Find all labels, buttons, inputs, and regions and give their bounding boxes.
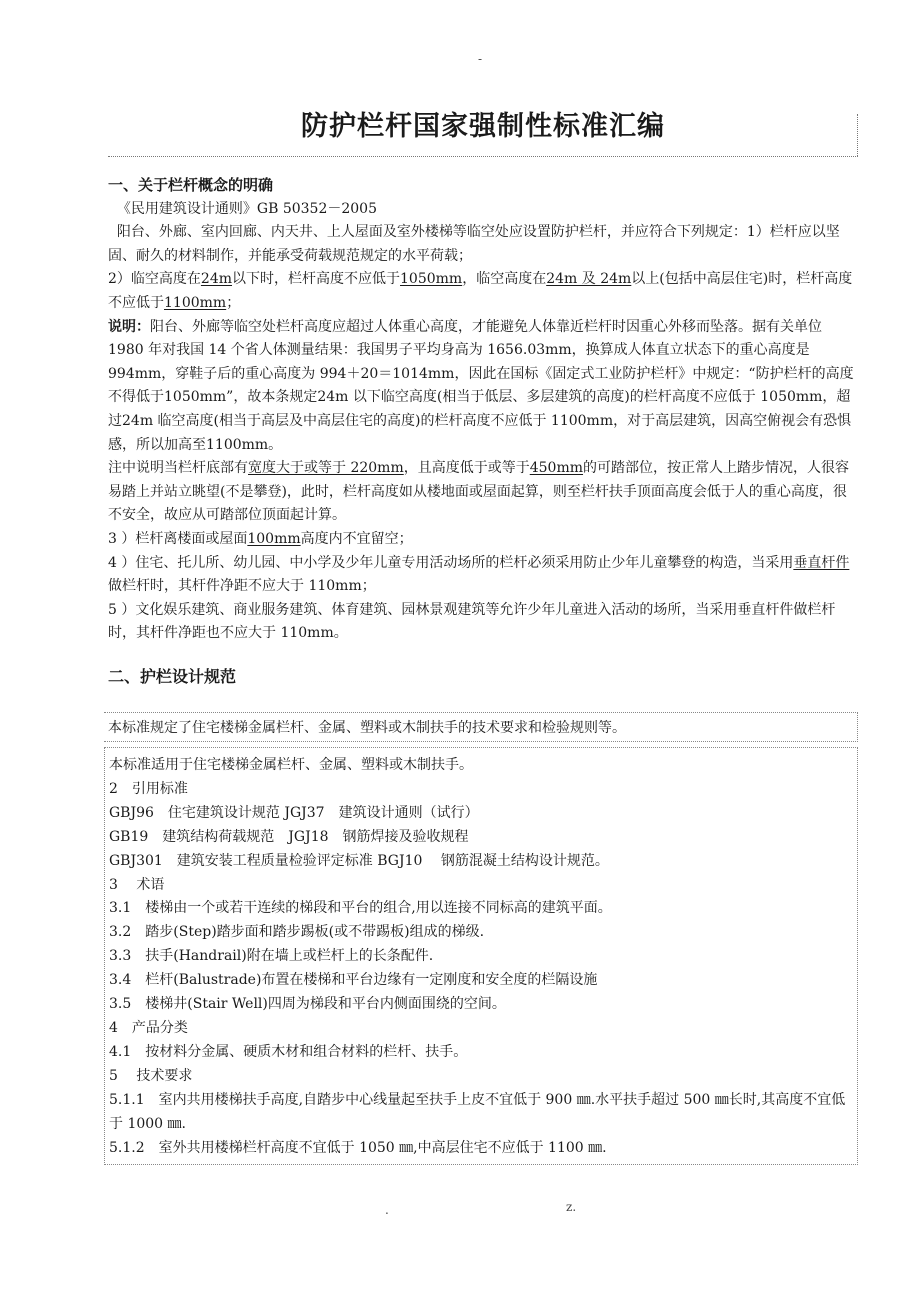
footer-right-mark: z.	[566, 1200, 577, 1214]
underline-1100mm: 1100mm	[164, 294, 227, 311]
note-explanation: 说明：阳台、外廊等临空处栏杆高度应超过人体重心高度，才能避免人体靠近栏杆时因重心外移而坠落。据有关单位 1980 年对我国 14 个省人体测量结果：我国男子平均身高为 1656.03mm，换算成人体直立状态下的重心高度是 994mm，穿鞋子后的重心高度为 994＋20＝1014mm，因此在国标《固定式工业防护栏杆》中规定：“防护栏杆的高度不得低于1050mm”，故本条规定24m 以下临空高度(相当于低层、多层建筑的高度)的栏杆高度不应低于 1050mm，超过24m 临空高度(相当于高层及中高层住宅的高度)的栏杆高度不应低于 1100mm，对于高层建筑，因高空俯视会有恐惧感，所以加高至1100mm。	[108, 318, 854, 453]
underline-vertical-members: 垂直杆件	[793, 554, 850, 571]
rule-item-5: 5 ）文化娱乐建筑、商业服务建筑、体育建筑、园林景观建筑等允许少年儿童进入活动的场所，当采用垂直杆件做栏杆时，其杆件净距也不应大于 110mm。	[108, 601, 836, 642]
section-railing-concept	[108, 174, 860, 646]
standard-line: GBJ301 建筑安装工程质量检验评定标准 BGJ10 钢筋混凝土结构设计规范。	[109, 852, 609, 869]
rule-item-4: 4 ）住宅、托儿所、幼儿园、中小学及少年儿童专用活动场所的栏杆必须采用防止少年儿童攀登的构造，当采用垂直杆件做栏杆时，其杆件净距不应大于 110mm；	[108, 554, 850, 595]
underline-100mm: 100mm	[247, 530, 301, 547]
page-title: 防护栏杆国家强制性标准汇编	[301, 111, 665, 142]
rule-item-3: 3 ）栏杆离楼面或屋面100mm高度内不宜留空；	[108, 530, 413, 547]
section1-heading: 一、关于栏杆概念的明确	[108, 176, 274, 194]
title-divider-vertical	[857, 114, 858, 156]
standard-line: 2 引用标准	[109, 780, 188, 797]
section2-heading: 二、护栏设计规范	[108, 667, 237, 686]
standard-line: 3.5 楼梯井(Stair Well)四周为梯段和平台内侧面围绕的空间。	[109, 996, 506, 1013]
standard-line: 3.1 楼梯由一个或若干连续的梯段和平台的组合,用以连接不同标高的建筑平面。	[109, 900, 612, 917]
note-label: 说明：	[108, 318, 150, 335]
standard-line: 3 术语	[109, 876, 165, 893]
standard-line: 5.1.2 室外共用楼梯栏杆高度不宜低于 1050 ㎜,中高层住宅不应低于 1100 ㎜.	[109, 1139, 607, 1156]
standard-line: 本标准适用于住宅楼梯金属栏杆、金属、塑料或木制扶手。	[109, 757, 473, 773]
underline-450mm: 450mm	[529, 460, 584, 477]
standard-line: 4 产品分类	[109, 1019, 188, 1036]
note-footnote: 注中说明当栏杆底部有宽度大于或等于 220mm，且高度低于或等于450mm的可踏部位，按正常人上踏步情况，人很容易踏上并站立眺望(不是攀登)，此时，栏杆高度如从楼地面或屋面起算，则至栏杆扶手顶面高度会低于人的重心高度，很不安全，故应从可踏部位顶面起计算。	[108, 460, 850, 524]
rule-item-2: 2）临空高度在24m以下时，栏杆高度不应低于1050mm，临空高度在24m 及 24m以上(包括中高层住宅)时，栏杆高度不应低于1100mm；	[108, 271, 853, 311]
standard-line: 4.1 按材料分金属、硬质木材和组合材料的栏杆、扶手。	[109, 1043, 468, 1060]
underline-24m-and-above: 24m 及 24m	[546, 271, 632, 288]
standard-line: 5.1.1 室内共用楼梯扶手高度,自踏步中心线量起至扶手上皮不宜低于 900 ㎜.水平扶手超过 500 ㎜长时,其高度不宜低于 1000 ㎜.	[109, 1091, 846, 1132]
standard-line: 5 技术要求	[109, 1067, 193, 1084]
rule-para-1: 阳台、外廊、室内回廊、内天井、上人屋面及室外楼梯等临空处应设置防护栏杆，并应符合下列规定：1）栏杆应以坚固、耐久的材料制作，并能承受荷载规范规定的水平荷载；	[108, 224, 840, 264]
underline-24m: 24m	[200, 271, 233, 288]
standard-content-box	[104, 747, 858, 1165]
standard-line: GB19 建筑结构荷载规范 JGJ18 钢筋焊接及验收规程	[109, 828, 469, 845]
standard-line: GBJ96 住宅建筑设计规范 JGJ37 建筑设计通则（试行）	[109, 804, 479, 821]
underline-1050mm: 1050mm	[400, 271, 463, 288]
source-standard: 《民用建筑设计通则》GB 50352－2005	[116, 200, 377, 217]
footer-left-mark: .	[385, 1203, 389, 1217]
standard-line: 3.2 踏步(Step)踏步面和踏步踢板(或不带踢板)组成的梯级.	[109, 924, 485, 941]
underline-220mm: 宽度大于或等于 220mm	[248, 460, 404, 477]
standard-line: 3.3 扶手(Handrail)附在墙上或栏杆上的长条配件.	[109, 948, 434, 965]
title-divider	[108, 156, 858, 157]
header-mark: -	[478, 52, 483, 66]
standard-line: 3.4 栏杆(Balustrade)布置在楼梯和平台边缘有一定刚度和安全度的栏隔设施	[109, 972, 598, 989]
scope-box: 本标准规定了住宅楼梯金属栏杆、金属、塑料或木制扶手的技术要求和检验规则等。	[104, 712, 858, 742]
